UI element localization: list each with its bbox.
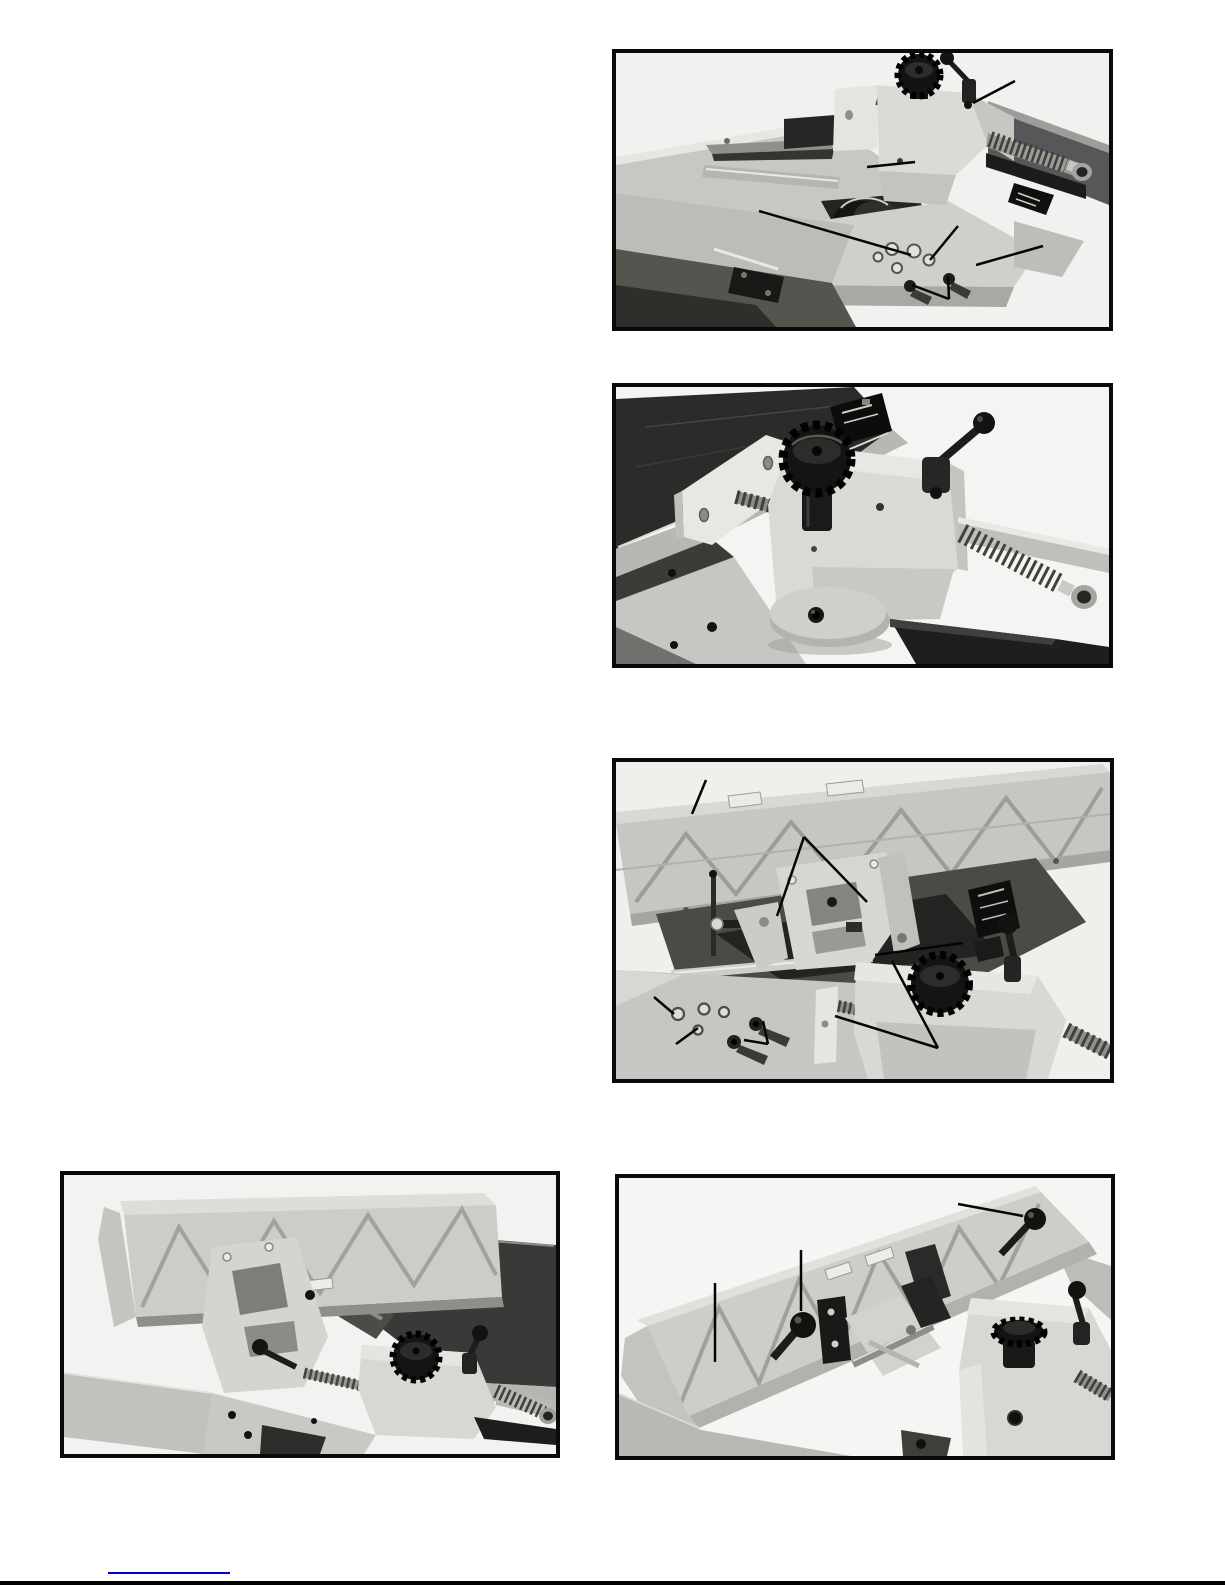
photo-illustration (64, 1175, 556, 1454)
figure-fence-stop-levers-rear-view (615, 1174, 1115, 1460)
lock-knob (911, 955, 969, 1013)
figure-fence-carriage-on-table (612, 49, 1113, 331)
lock-knob (393, 1334, 439, 1380)
lock-knob (898, 54, 940, 99)
photo-illustration (619, 1178, 1111, 1456)
figure-fence-tilted-with-hardware (612, 758, 1114, 1083)
photo-illustration (616, 53, 1109, 327)
footer-link-underline[interactable] (108, 1572, 230, 1574)
photo-illustration (616, 762, 1110, 1079)
figure-fence-carriage-closeup (612, 383, 1113, 668)
footer-rule (0, 1581, 1225, 1585)
photo-illustration (616, 387, 1109, 664)
figure-fence-installed-rear-view (60, 1171, 560, 1458)
